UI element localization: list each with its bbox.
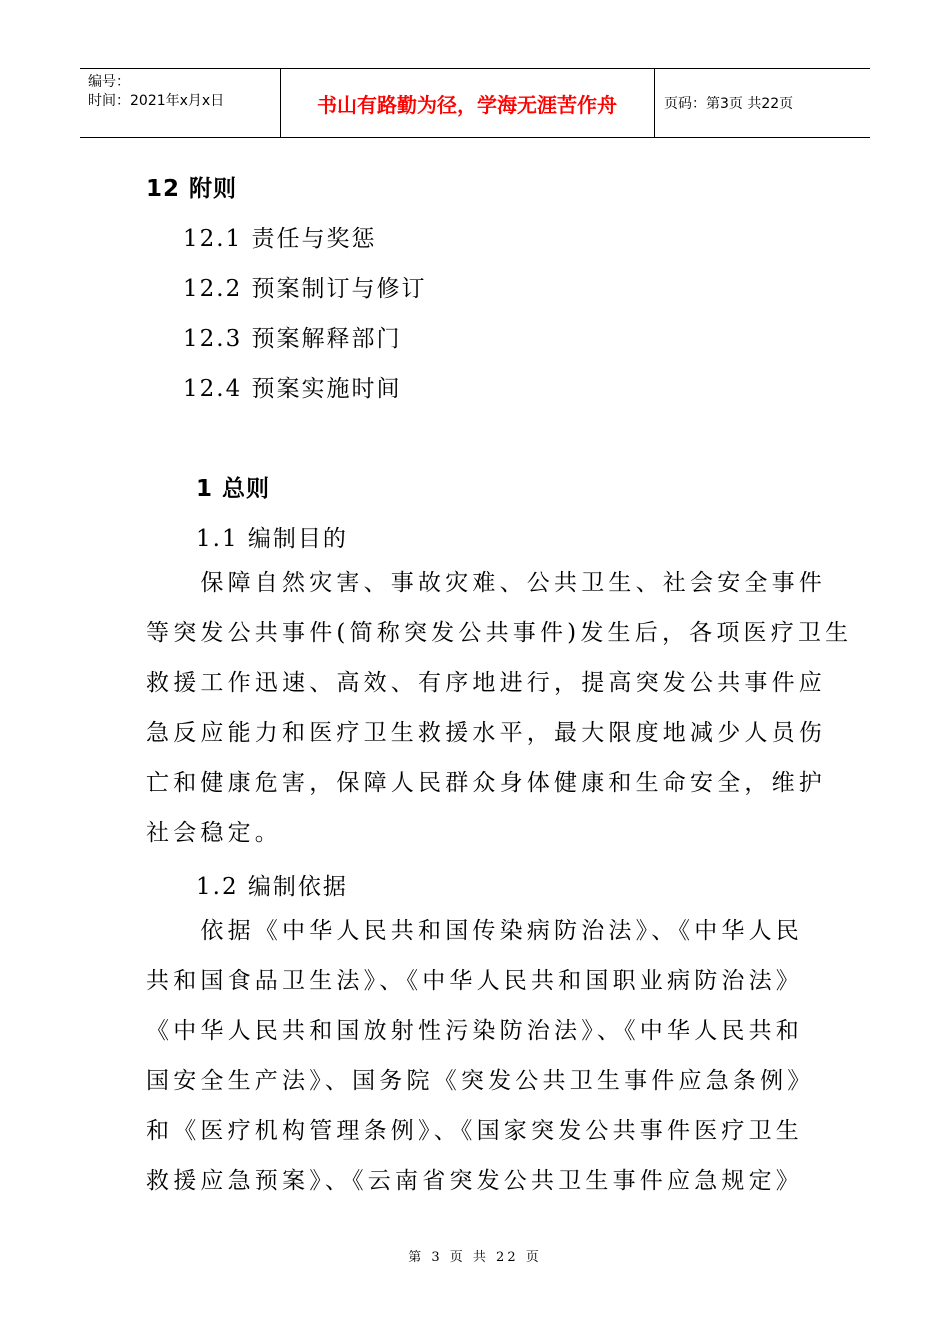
paragraph-line: 急反应能力和医疗卫生救援水平，最大限度地减少人员伤 bbox=[146, 720, 826, 746]
header-divider bbox=[654, 69, 655, 137]
paragraph-line: 国安全生产法》、国务院《突发公共卫生事件应急条例》 bbox=[146, 1068, 815, 1094]
toc-item: 12.4 预案实施时间 bbox=[183, 376, 402, 402]
page-footer: 第 3 页 共 22 页 bbox=[408, 1250, 542, 1265]
number-label: 编号： bbox=[88, 74, 130, 90]
paragraph-line: 和《医疗机构管理条例》、《国家突发公共事件医疗卫生 bbox=[146, 1118, 803, 1144]
subsection-heading: 1.1 编制目的 bbox=[196, 526, 348, 552]
paragraph-purpose bbox=[146, 558, 853, 858]
header-divider bbox=[280, 69, 281, 137]
paragraph-line: 社会稳定。 bbox=[146, 820, 282, 846]
paragraph-line: 依据《中华人民共和国传染病防治法》、《中华人民 bbox=[146, 918, 803, 944]
paragraph-line: 保障自然灾害、事故灾难、公共卫生、社会安全事件 bbox=[146, 570, 826, 596]
paragraph-line: 救援工作迅速、高效、有序地进行，提高突发公共事件应 bbox=[146, 670, 826, 696]
header-page-info: 页码：第3页 共22页 bbox=[664, 96, 794, 112]
section-heading: 1 总则 bbox=[196, 476, 271, 502]
paragraph-line: 等突发公共事件(简称突发公共事件)发生后，各项医疗卫生 bbox=[146, 620, 853, 646]
toc-item: 12.3 预案解释部门 bbox=[183, 326, 402, 352]
paragraph-line: 共和国食品卫生法》、《中华人民共和国职业病防治法》 bbox=[146, 968, 803, 994]
page-header bbox=[80, 68, 870, 138]
toc-heading: 12 附则 bbox=[146, 176, 238, 202]
header-motto: 书山有路勤为径，学海无涯苦作舟 bbox=[317, 92, 617, 117]
paragraph-line: 《中华人民共和国放射性污染防治法》、《中华人民共和 bbox=[146, 1018, 803, 1044]
subsection-heading: 1.2 编制依据 bbox=[196, 874, 348, 900]
paragraph-basis bbox=[146, 906, 815, 1206]
toc-item: 12.2 预案制订与修订 bbox=[183, 276, 427, 302]
header-meta bbox=[80, 69, 280, 137]
paragraph-line: 亡和健康危害，保障人民群众身体健康和生命安全，维护 bbox=[146, 770, 826, 796]
paragraph-line: 救援应急预案》、《云南省突发公共卫生事件应急规定》 bbox=[146, 1168, 803, 1194]
time-label: 时间：2021年x月x日 bbox=[88, 93, 225, 109]
toc-item: 12.1 责任与奖惩 bbox=[183, 226, 377, 252]
